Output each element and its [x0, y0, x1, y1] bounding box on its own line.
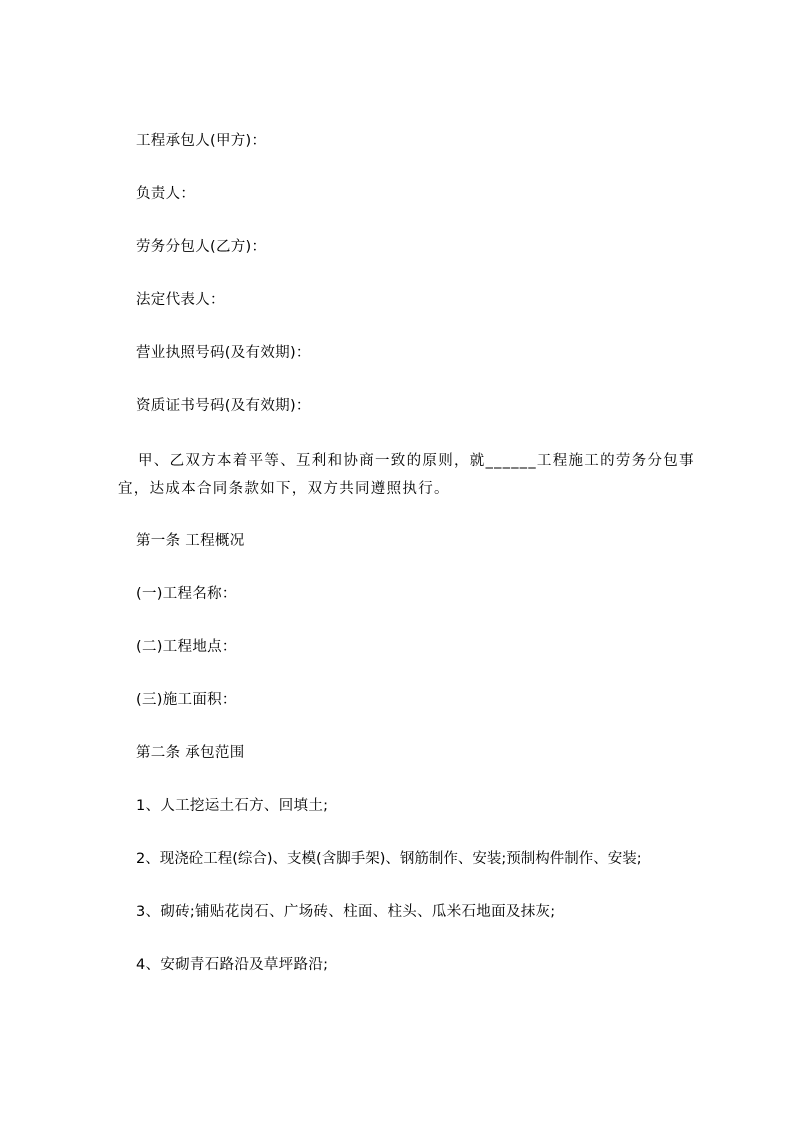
scope-item-4: 4、安砌青石路沿及草坪路沿;	[136, 957, 329, 973]
agreement-preamble: 甲、乙双方本着平等、互利和协商一致的原则，就______工程施工的劳务分包事宜，达成本合同条款如下，双方共同遵照执行。	[118, 453, 695, 497]
article-one-heading: 第一条 工程概况	[136, 533, 245, 549]
business-license-label: 营业执照号码(及有效期)：	[136, 345, 311, 361]
subcontractor-party-b-label: 劳务分包人(乙方)：	[136, 239, 267, 255]
contractor-party-a-label: 工程承包人(甲方)：	[136, 133, 267, 149]
scope-item-1: 1、人工挖运土石方、回填土;	[136, 798, 329, 814]
scope-item-2: 2、现浇砼工程(综合)、支模(含脚手架)、钢筋制作、安装;预制构件制作、安装;	[136, 851, 642, 867]
project-location-label: (二)工程地点：	[136, 639, 237, 655]
construction-area-label: (三)施工面积：	[136, 692, 237, 708]
article-two-heading: 第二条 承包范围	[136, 745, 245, 761]
project-name-label: (一)工程名称：	[136, 586, 237, 602]
scope-item-3: 3、砌砖;铺贴花岗石、广场砖、柱面、柱头、瓜米石地面及抹灰;	[136, 904, 556, 920]
person-in-charge-label: 负责人：	[136, 186, 196, 202]
qualification-certificate-label: 资质证书号码(及有效期)：	[136, 398, 311, 414]
legal-representative-label: 法定代表人：	[136, 292, 225, 308]
